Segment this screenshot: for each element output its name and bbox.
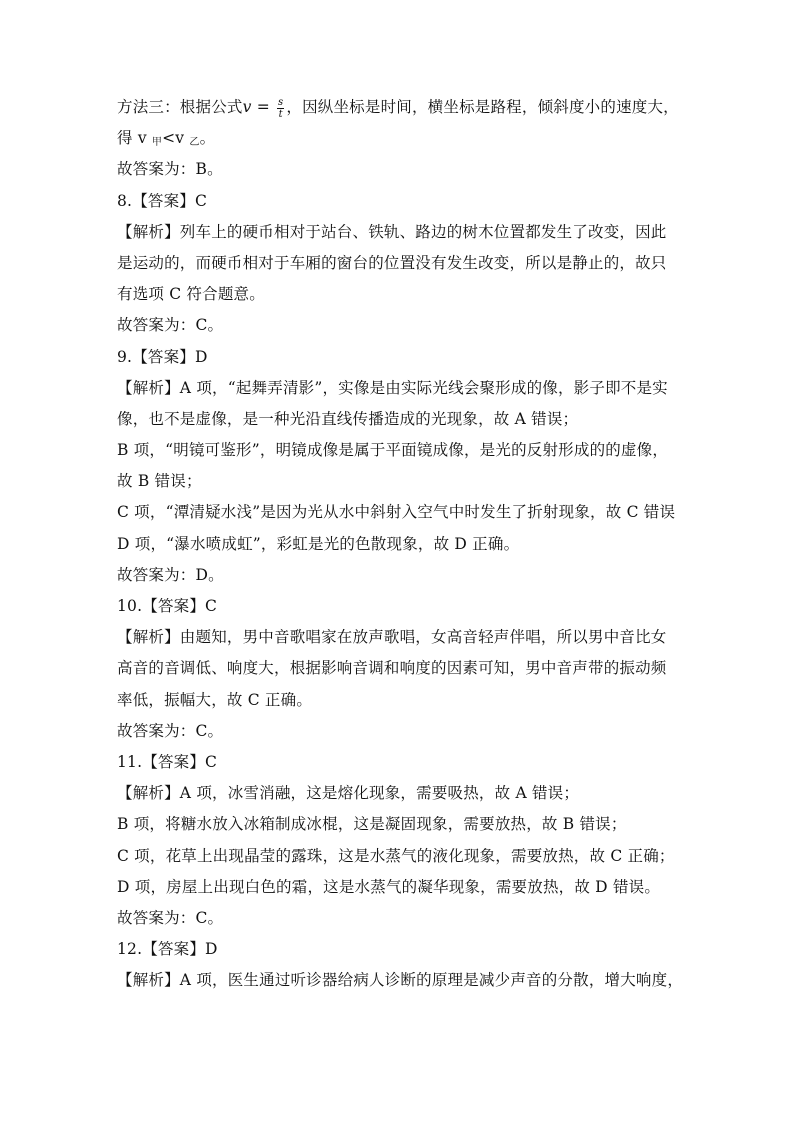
text-line: 率低，振幅大，故 C 正确。 [117, 690, 313, 709]
text-line: 故答案为：B。 [117, 160, 223, 179]
text-line: 【解析】A 项，冰雪消融，这是熔化现象，需要吸热，故 A 错误； [117, 784, 580, 803]
formula-variable-v: v [242, 98, 252, 116]
comparison-a: 得 v [117, 129, 152, 148]
text-line: 【解析】A 项，医生通过听诊器给病人诊断的原理是减少声音的分散，增大响度， [117, 971, 684, 990]
text-line: C 项，“潭清疑水浅”是因为光从水中斜射入空气中时发生了折射现象，故 C 错误 [117, 503, 676, 522]
text-line: 故答案为：C。 [117, 908, 224, 927]
formula-fraction [277, 97, 284, 120]
answer-document [117, 92, 687, 996]
subscript-jia: 甲 [151, 137, 163, 149]
text-line: 高音的音调低、响度大，根据影响音调和响度的因素可知，男中音声带的振动频 [117, 659, 667, 678]
answer-heading-10: 10.【答案】C [117, 597, 218, 615]
method3-prefix: 方法三：根据公式 [117, 98, 243, 116]
text-line: 故 B 错误； [117, 472, 202, 491]
comparison-b: <v [162, 129, 190, 148]
text-line: D 项，房屋上出现白色的霜，这是水蒸气的凝华现象，需要放热，故 D 错误。 [117, 877, 661, 896]
subscript-yi: 乙 [189, 137, 200, 149]
text-line: 【解析】A 项，“起舞弄清影”，实像是由实际光线会聚形成的像，影子即不是实 [117, 378, 668, 397]
text-line: 【解析】列车上的硬币相对于站台、铁轨、路边的树木位置都发生了改变，因此 [117, 222, 667, 241]
comparison-c: 。 [199, 129, 216, 148]
formula-equals: = [251, 98, 276, 116]
text-line: B 项，将糖水放入冰箱制成冰棍，这是凝固现象，需要放热，故 B 错误； [117, 815, 627, 834]
method3-line-1 [117, 92, 687, 123]
text-line: 是运动的，而硬币相对于车厢的窗台的位置没有发生改变，所以是静止的，故只 [117, 253, 667, 272]
answer-heading-12: 12.【答案】D [117, 940, 218, 959]
answer-heading-8: 8.【答案】C [117, 191, 208, 210]
fraction-numerator: s [278, 96, 284, 108]
text-line: 像，也不是虚像，是一种光沿直线传播造成的光现象，故 A 错误； [117, 409, 579, 428]
answer-heading-9: 9.【答案】D [117, 347, 208, 366]
text-line: 【解析】由题知，男中音歌唱家在放声歌唱，女高音轻声伴唱，所以男中音比女 [117, 628, 667, 647]
text-line: 故答案为：D。 [117, 565, 224, 584]
text-line: 有选项 C 符合题意。 [117, 285, 265, 304]
text-line: 故答案为：C。 [117, 721, 224, 740]
text-line: C 项，花草上出现晶莹的露珠，这是水蒸气的液化现象，需要放热，故 C 正确； [117, 846, 675, 865]
text-line: 故答案为：C。 [117, 316, 224, 335]
method3-line-2 [117, 123, 687, 154]
text-line: D 项，“瀑水喷成虹”，彩虹是光的色散现象，故 D 正确。 [117, 534, 520, 553]
fraction-denominator: t [278, 108, 283, 120]
answer-heading-11: 11.【答案】C [117, 752, 218, 771]
text-line: B 项，“明镜可鉴形”，明镜成像是属于平面镜成像，是光的反射形成的的虚像， [117, 441, 669, 460]
method3-suffix: ，因纵坐标是时间，横坐标是路程，倾斜度小的速度大， [286, 98, 679, 116]
